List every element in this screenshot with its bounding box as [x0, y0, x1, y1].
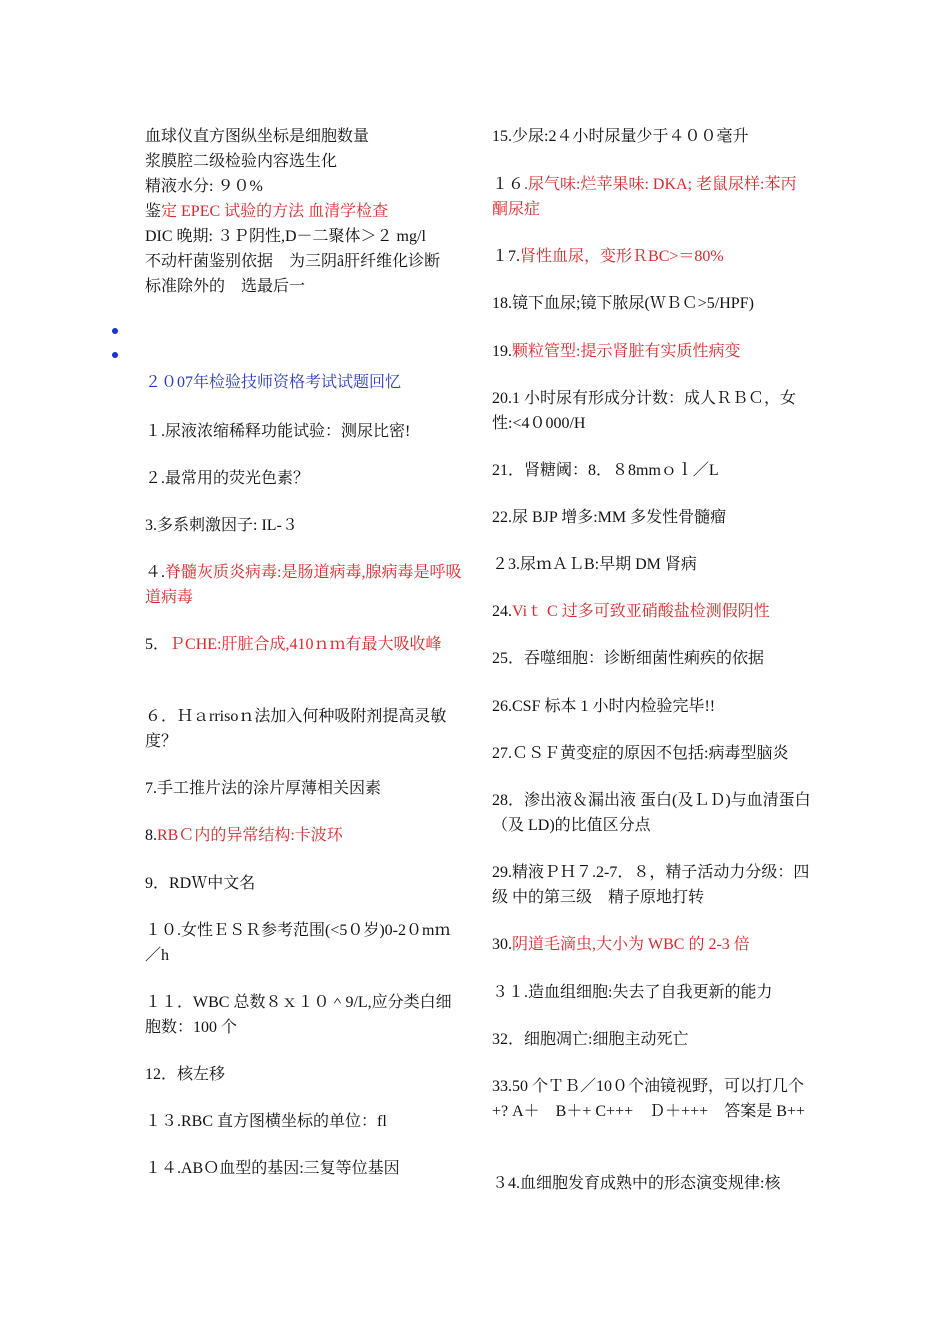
- question-item: １４.ABＯ血型的基因:三复等位基因: [145, 1160, 400, 1177]
- text-line: 血球仪直方图纵坐标是细胞数量: [145, 128, 370, 145]
- question-item: ２3.尿ｍＡＬB:早期 DM 肾病: [492, 556, 697, 573]
- question-item: 9．RDＷ中文名: [145, 875, 256, 892]
- question-item: １０.女性ＥＳＲ参考范围(<5０岁)0-2０mｍ／h: [145, 922, 451, 964]
- list-bullet: [112, 328, 118, 334]
- question-item: 27.ＣＳＦ黄变症的原因不包括:病毒型脑炎: [492, 745, 789, 762]
- question-item: 26.CSF 标本 1 小时内检验完毕!!: [492, 698, 716, 715]
- text-line: 标准除外的 选最后一: [145, 278, 306, 295]
- question-item: ３１.造血组细胞:失去了自我更新的能力: [492, 984, 773, 1001]
- question-item: 3.多系刺激因子: IL-３: [145, 517, 298, 534]
- text-line: 鉴定 EPEC 试验的方法 血清学检查: [145, 203, 389, 220]
- text-line: 浆膜腔二级检验内容选生化: [145, 153, 338, 170]
- question-item: ６．Ｈａrrisoｎ法加入何种吸附剂提高灵敏度？: [145, 708, 447, 750]
- question-item: 15.少尿:2４小时尿量少于４００毫升: [492, 128, 749, 145]
- question-item: 20.1 小时尿有形成分计数：成人ＲＢＣ，女性:<4０000/H: [492, 390, 797, 432]
- question-item: 28．渗出液＆漏出液 蛋白(及ＬＤ)与血清蛋白（及 LD)的比值区分点: [492, 792, 811, 834]
- question-item: 21．肾糖阈：8．８8mmｏｌ／L: [492, 462, 719, 479]
- question-item: 32．细胞凋亡:细胞主动死亡: [492, 1031, 689, 1048]
- question-item: 25．吞噬细胞：诊断细菌性痢疾的依据: [492, 650, 765, 667]
- question-item: 5．ＰCHE:肝脏合成,410ｎｍ有最大吸收峰: [145, 636, 442, 653]
- question-item: １３.RBC 直方图横坐标的单位：fl: [145, 1113, 387, 1130]
- question-item: 30.阴道毛滴虫,大小为 WBC 的 2-3 倍: [492, 936, 750, 953]
- question-item: １7.肾性血尿，变形ＲBC>＝80%: [492, 248, 724, 265]
- question-item: 22.尿 BJP 增多:MM 多发性骨髓瘤: [492, 509, 727, 526]
- text-line: 精液水分: ９０%: [145, 178, 263, 195]
- list-bullet: [112, 352, 118, 358]
- question-item: 29.精液ＰＨ７.2-7．８，精子活动力分级：四级 中的第三级 精子原地打转: [492, 864, 810, 906]
- question-item: 12．核左移: [145, 1066, 226, 1083]
- question-item: 24.Viｔ C 过多可致亚硝酸盐检测假阴性: [492, 603, 770, 620]
- text-line: 不动杆菌鉴别依据 为三阴ȃ肝纤维化诊断: [145, 253, 441, 270]
- question-item: ３4.血细胞发育成熟中的形态演变规律:核: [492, 1175, 781, 1192]
- question-item: 7.手工推片法的涂片厚薄相关因素: [145, 780, 382, 797]
- question-item: １.尿液浓缩稀释功能试验：测尿比密!: [145, 423, 411, 440]
- question-item: １１．WBC 总数８ｘ１０＾9/L,应分类白细胞数：100 个: [145, 994, 452, 1036]
- question-item: ２.最常用的荧光色素？: [145, 470, 310, 487]
- exam-heading: ２０07年检验技师资格考试试题回忆: [145, 374, 402, 391]
- text-line: DIC 晚期: ３Ｐ阴性,D－二聚体＞２ mg/l: [145, 228, 426, 245]
- question-item: 8.RBＣ内的异常结构:卡波环: [145, 827, 343, 844]
- question-item: 33.50 个ＴＢ／10０个油镜视野，可以打几个+? A＋ B＋+ C+++ Ｄ＋+++ 答案是 B++: [492, 1078, 805, 1120]
- question-item: ４.脊髓灰质炎病毒:是肠道病毒,腺病毒是呼吸道病毒: [145, 564, 462, 606]
- question-item: １６.尿气味:烂苹果味: DKA; 老鼠尿样:苯丙酮尿症: [492, 176, 797, 218]
- question-item: 18.镜下血尿;镜下脓尿(ＷＢＣ>5/HPF): [492, 295, 754, 312]
- question-item: 19.颗粒管型:提示肾脏有实质性病变: [492, 343, 741, 360]
